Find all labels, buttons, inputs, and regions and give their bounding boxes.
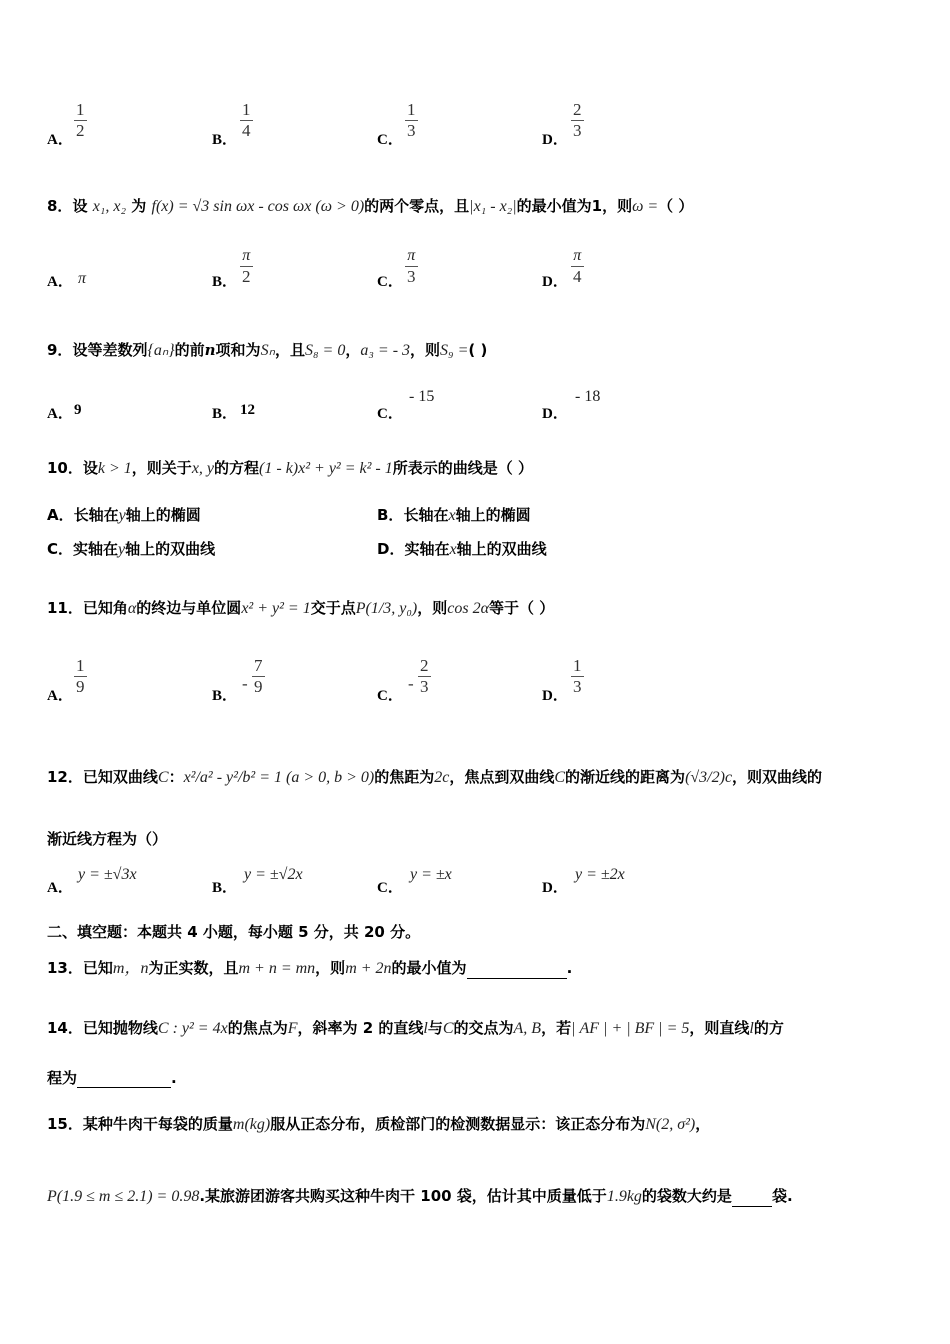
q14-answer-blank[interactable] [77, 1073, 171, 1088]
q12-math-c: C [157, 769, 169, 786]
q15-text: 服从正态分布，质检部门的检测数据显示：该正态分布为 [270, 1115, 646, 1133]
q8-option-d-fraction [571, 246, 584, 287]
q8-stem [47, 196, 693, 217]
q12-text: 的渐近线的距离为 [565, 768, 686, 786]
q12-stem-continued [47, 829, 167, 849]
section-2-heading [47, 922, 420, 942]
q8-option-c-denominator: 3 [407, 267, 416, 286]
q8-option-c-fraction [405, 246, 418, 287]
q13-math-equation: m + n = mn [238, 960, 316, 977]
q11-option-a-fraction [74, 656, 87, 697]
q14-math-l: l [749, 1020, 754, 1037]
q8-option-a-label: A． [47, 274, 73, 290]
q15-number: 15． [47, 1115, 83, 1133]
q10-option-a-text: 长轴在 [73, 506, 119, 524]
q12-option-d-value: y = ±2x [575, 866, 625, 883]
q8-option-d-denominator: 4 [573, 267, 582, 286]
q14-math-f: F [287, 1020, 298, 1037]
q14-text: 的方 [753, 1019, 784, 1037]
q10-option-c-label: C． [47, 540, 74, 558]
q9-number: 9． [47, 341, 73, 359]
q11-option-d-label: D． [542, 688, 568, 704]
q13-math-mn: m，n [112, 960, 149, 977]
q8-option-b-fraction [240, 246, 253, 287]
q8-math-function: f(x) = √3 sin ωx - cos ωx (ω > 0) [151, 198, 365, 215]
q9-option-c-value: - 15 [409, 388, 435, 405]
q7-option-a-label: A． [47, 132, 73, 148]
q10-option-b-text: 轴上的椭圆 [455, 506, 531, 524]
q10-text: 所表示的曲线是（ ） [392, 459, 533, 477]
q12-math-distance: (√3/2)c [685, 769, 733, 786]
q7-option-b-numerator: 1 [242, 100, 251, 119]
q7-option-c-label: C． [377, 132, 403, 148]
q12-option-d-label: D． [542, 880, 568, 896]
q14-text: 已知抛物线 [82, 1019, 158, 1037]
q11-stem [47, 598, 554, 619]
q10-option-b-var: x [448, 507, 456, 524]
q14-text: 与 [427, 1019, 443, 1037]
q7-option-c-numerator: 1 [407, 100, 416, 119]
q8-option-c-numerator: π [407, 247, 416, 264]
q11-option-c-numerator: 2 [420, 656, 429, 675]
q10-option-d-text: 轴上的双曲线 [456, 540, 547, 558]
q8-option-c-label: C． [377, 274, 403, 290]
q11-math-cos: cos 2α [447, 600, 490, 617]
q9-option-d-value: - 18 [575, 388, 601, 405]
q14-text: 程为 [47, 1069, 78, 1087]
q11-options [0, 656, 950, 716]
q10-option-d-label: D． [377, 540, 405, 558]
q11-option-c-sign: - [408, 674, 414, 693]
q9-text: 的前 [174, 341, 205, 359]
q15-text: 某种牛肉干每袋的质量 [82, 1115, 233, 1133]
q13-text: 为正实数，且 [148, 959, 239, 977]
q8-option-a-value: π [78, 270, 87, 287]
q12-option-a-label: A． [47, 880, 73, 896]
q12-text: ，则双曲线的 [732, 768, 823, 786]
q10-option-c-var: y [118, 541, 126, 558]
q7-option-a-fraction [74, 100, 87, 141]
q12-math-c: C [554, 769, 566, 786]
q10-math-k: k > 1 [97, 460, 132, 477]
q9-option-c-label: C． [377, 406, 403, 422]
q7-option-a-denominator: 2 [76, 121, 85, 140]
q12-text: 已知双曲线 [82, 768, 158, 786]
q7-option-c-fraction [405, 100, 418, 141]
q15-stem [47, 1114, 710, 1135]
q9-text: ，则 [410, 341, 441, 359]
q11-option-b-label: B． [212, 688, 238, 704]
q14-number: 14． [47, 1019, 83, 1037]
q11-text: 的终边与单位圆 [136, 599, 242, 617]
q14-math-condition: | AF | + | BF | = 5 [571, 1020, 690, 1037]
q7-option-c-denominator: 3 [407, 121, 416, 140]
q14-text: 的焦点为 [227, 1019, 288, 1037]
q11-option-b-denominator: 9 [254, 677, 263, 696]
q11-option-b-sign: - [242, 674, 248, 693]
q11-math-circle: x² + y² = 1 [241, 600, 311, 617]
q13-text: 已知 [82, 959, 113, 977]
q10-option-a [47, 505, 201, 526]
q15-stem-continued [47, 1186, 793, 1207]
q9-text-n: n [204, 341, 216, 359]
q10-option-b [377, 505, 531, 526]
q8-text: 的两个零点，且 [364, 197, 470, 215]
q11-option-d-fraction [571, 656, 584, 697]
q13-number: 13． [47, 959, 83, 977]
q13-answer-blank[interactable] [467, 964, 567, 979]
q9-math-sequence: {aₙ} [147, 342, 175, 359]
q11-option-a-numerator: 1 [76, 656, 85, 675]
q12-option-b-value: y = ±√2x [244, 866, 303, 883]
q12-math-2c: 2c [434, 769, 450, 786]
q13-text: . [566, 959, 573, 977]
q10-option-c [47, 539, 215, 560]
q10-math-xy: x, y [191, 460, 215, 477]
q9-text: ( ) [468, 341, 488, 359]
q14-math-c: C [442, 1020, 454, 1037]
q14-text: . [171, 1069, 177, 1087]
q12-options [0, 866, 950, 926]
q11-option-b-numerator: 7 [254, 656, 263, 675]
q9-text: ， [345, 341, 361, 359]
q9-option-b-label: B． [212, 406, 238, 422]
q11-option-b-fraction [252, 656, 265, 697]
q9-options [0, 388, 950, 448]
q9-math-s9: S₉ = [440, 342, 469, 359]
q14-text: 的交点为 [453, 1019, 514, 1037]
q11-option-c-label: C． [377, 688, 403, 704]
q12-text: 渐近线方程为（） [47, 830, 168, 848]
q8-option-b-denominator: 2 [242, 267, 251, 286]
q12-option-c-label: C． [377, 880, 403, 896]
q7-option-d-label: D． [542, 132, 568, 148]
q9-option-a-value: 9 [74, 402, 82, 418]
q11-math-alpha: α [127, 600, 137, 617]
q7-option-b-denominator: 4 [242, 121, 251, 140]
q11-math-point: P(1/3, y₀) [355, 600, 418, 617]
q9-math-sn: Sₙ [260, 342, 275, 359]
q11-number: 11． [47, 599, 83, 617]
q8-text: 设 [72, 197, 88, 215]
q7-option-b-label: B． [212, 132, 238, 148]
q14-math-ab: A, B [513, 1020, 542, 1037]
q10-option-b-text: 长轴在 [403, 506, 449, 524]
q8-math-vars: x₁, x₂ [92, 198, 127, 215]
q9-option-d-label: D． [542, 406, 568, 422]
q9-option-b-value: 12 [240, 402, 255, 418]
q15-text: 袋. [771, 1187, 793, 1205]
q10-text: ，则关于 [131, 459, 192, 477]
q10-text: 设 [82, 459, 98, 477]
q8-option-b-label: B． [212, 274, 238, 290]
q11-option-a-label: A． [47, 688, 73, 704]
q11-option-c-denominator: 3 [420, 677, 429, 696]
q9-option-a-label: A． [47, 406, 73, 422]
section-2-heading-text: 二、填空题：本题共 4 小题，每小题 5 分，共 20 分。 [47, 923, 421, 941]
q13-math-expression: m + 2n [345, 960, 392, 977]
q8-text: 的最小值为1，则 [516, 197, 633, 215]
q15-math-weight: 1.9kg [606, 1188, 642, 1205]
q8-math-omega: ω = [632, 198, 659, 215]
q10-option-c-text: 实轴在 [73, 540, 119, 558]
q11-text: ，则 [417, 599, 448, 617]
q10-option-c-text: 轴上的双曲线 [125, 540, 216, 558]
q9-text: ，且 [274, 341, 305, 359]
q7-option-a-numerator: 1 [76, 100, 85, 119]
q11-text: 已知角 [82, 599, 128, 617]
q14-text: ，若 [541, 1019, 572, 1037]
q13-stem [47, 958, 572, 979]
q10-math-equation: (1 - k)x² + y² = k² - 1 [259, 460, 393, 477]
q15-text: 的袋数大约是 [641, 1187, 732, 1205]
q12-option-b-label: B． [212, 880, 238, 896]
q11-option-a-denominator: 9 [76, 677, 85, 696]
q7-options [0, 100, 950, 160]
q11-text: 交于点 [310, 599, 356, 617]
q8-option-b-numerator: π [242, 247, 251, 264]
q12-option-a-value: y = ±√3x [78, 866, 137, 883]
q8-option-d-label: D． [542, 274, 568, 290]
q7-option-d-numerator: 2 [573, 100, 582, 119]
q14-text: ，则直线 [689, 1019, 750, 1037]
q14-math-parabola: C : y² = 4x [157, 1020, 228, 1037]
q13-text: 的最小值为 [391, 959, 467, 977]
q12-number: 12． [47, 768, 83, 786]
q7-option-d-fraction [571, 100, 584, 141]
q8-number: 8． [47, 197, 73, 215]
q14-stem-continued [47, 1068, 177, 1088]
q8-math-abs: |x₁ - x₂| [469, 198, 517, 215]
q8-options [0, 246, 950, 306]
q12-stem [47, 767, 822, 788]
q8-text: 为 [131, 197, 147, 215]
q11-option-d-denominator: 3 [573, 677, 582, 696]
q10-number: 10． [47, 459, 83, 477]
q12-text: ： [168, 768, 184, 786]
q10-text: 的方程 [214, 459, 260, 477]
q9-text: 设等差数列 [72, 341, 148, 359]
q12-text: 的焦距为 [374, 768, 435, 786]
q10-option-d-var: x [449, 541, 457, 558]
q12-text: ，焦点到双曲线 [449, 768, 555, 786]
q15-text: ， [695, 1115, 711, 1133]
q10-option-d-text: 实轴在 [404, 540, 450, 558]
q9-math-s8: S₈ = 0 [304, 342, 346, 359]
q7-option-b-fraction [240, 100, 253, 141]
q7-option-d-denominator: 3 [573, 121, 582, 140]
q11-option-d-numerator: 1 [573, 656, 582, 675]
q14-text: ，斜率为 2 的直线 [297, 1019, 424, 1037]
q9-text: 项和为 [215, 341, 261, 359]
q15-math-m: m(kg) [232, 1116, 271, 1133]
q8-text: （ ） [658, 197, 694, 215]
q14-math-l: l [423, 1020, 428, 1037]
q10-option-b-label: B． [377, 506, 404, 524]
q14-stem [47, 1018, 784, 1039]
q10-option-a-label: A． [47, 506, 74, 524]
q11-text: 等于（ ） [489, 599, 555, 617]
q15-math-probability: P(1.9 ≤ m ≤ 2.1) = 0.98 [47, 1188, 200, 1205]
q10-stem [47, 458, 533, 479]
q9-math-a3: a₃ = - 3 [360, 342, 411, 359]
q11-option-c-fraction [418, 656, 431, 697]
q10-option-a-var: y [118, 507, 126, 524]
q13-text: ，则 [315, 959, 346, 977]
q12-math-equation: x²/a² - y²/b² = 1 (a > 0, b > 0) [183, 769, 375, 786]
q15-answer-blank[interactable] [732, 1192, 772, 1207]
q10-option-a-text: 轴上的椭圆 [125, 506, 201, 524]
q8-option-d-numerator: π [573, 247, 582, 264]
q12-option-c-value: y = ±x [410, 866, 452, 883]
q15-math-normal: N(2, σ²) [645, 1116, 696, 1133]
q15-text: .某旅游团游客共购买这种牛肉干 100 袋，估计其中质量低于 [199, 1187, 607, 1205]
q10-option-d [377, 539, 547, 560]
q9-stem [47, 340, 487, 361]
